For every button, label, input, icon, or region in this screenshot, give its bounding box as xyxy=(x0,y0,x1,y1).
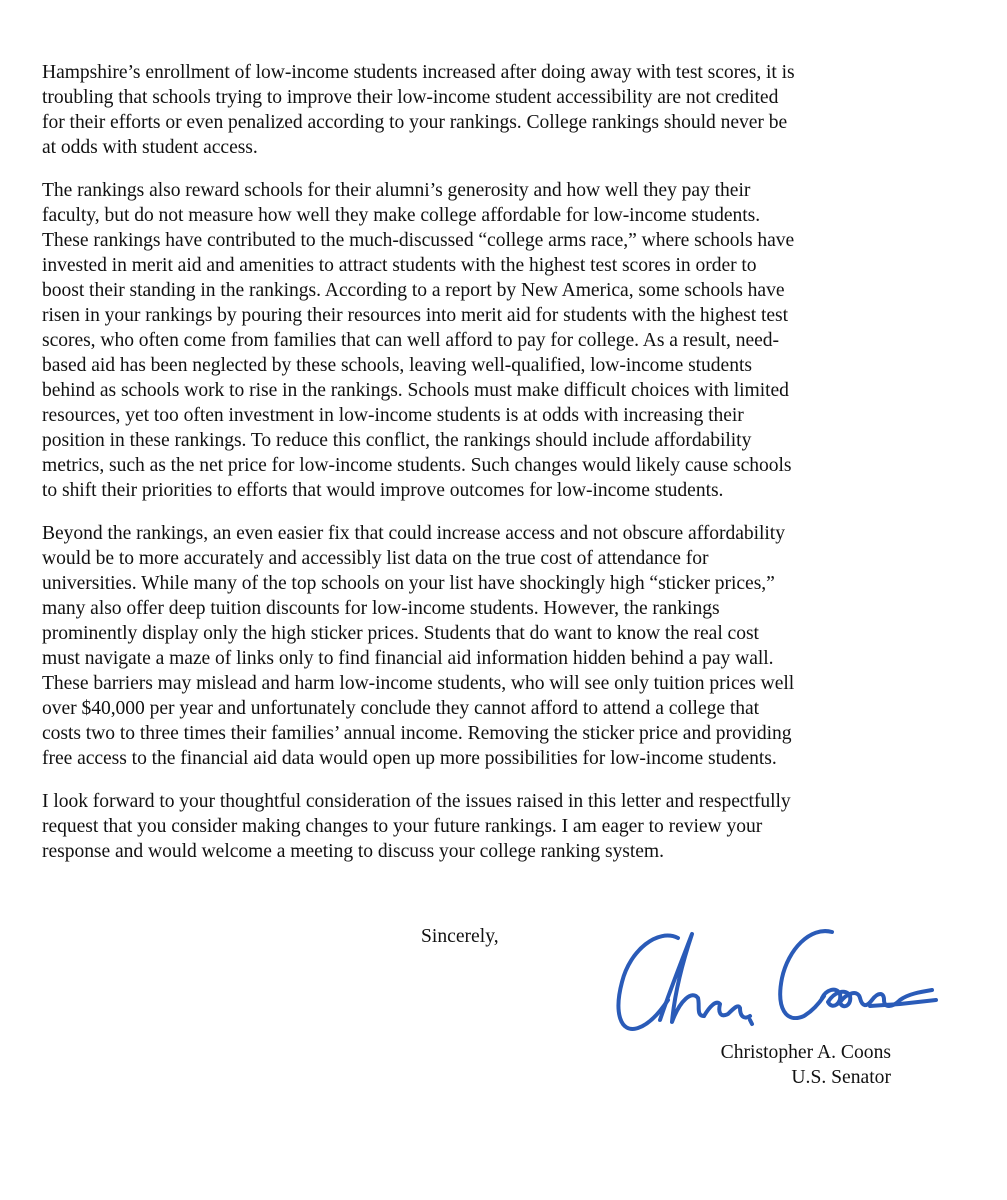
paragraph-4: I look forward to your thoughtful consideration of the issues raised in this letter and respectfully request that you consider making changes to your future rankings. I am eager to review your response and would welcome a meeting to discuss your college ranking system. xyxy=(42,791,791,862)
handwritten-signature xyxy=(600,920,945,1050)
signer-title: U.S. Senator xyxy=(791,1067,891,1088)
closing-salutation: Sincerely, xyxy=(421,926,499,947)
signer-block xyxy=(721,1040,891,1090)
paragraph-1: Hampshire’s enrollment of low-income students increased after doing away with test scores, it is troubling that schools trying to improve their low-income student accessibility are not credited for their efforts or even penalized according to your rankings. College rankings should never be at odds with student access. xyxy=(42,62,795,158)
paragraph-2: The rankings also reward schools for their alumni’s generosity and how well they pay their faculty, but do not measure how well they make college affordable for low-income students. These rankings have contributed to the much-discussed “college arms race,” where schools have invested in merit aid and amenities to attract students with the highest test scores in order to boost their standing in the rankings. According to a report by New America, some schools have risen in your rankings by pouring their resources into merit aid for students with the highest test scores, who often come from families that can well afford to pay for college. As a result, need- based aid has been neglected by these schools, leaving well-qualified, low-income students behind as schools work to rise in the rankings. Schools must make difficult choices with limited resources, yet too often investment in low-income students is at odds with increasing their position in these rankings. To reduce this conflict, the rankings should include affordability metrics, such as the net price for low-income students. Such changes would likely cause schools to shift their priorities to efforts that would improve outcomes for low-income students. xyxy=(42,180,795,501)
signer-name: Christopher A. Coons xyxy=(720,1042,891,1063)
paragraph-3: Beyond the rankings, an even easier fix that could increase access and not obscure affordability would be to more accurately and accessibly list data on the true cost of attendance for universities. While many of the top schools on your list have shockingly high “sticker prices,” many also offer deep tuition discounts for low-income students. However, the rankings prominently display only the high sticker prices. Students that do want to know the real cost must navigate a maze of links only to find financial aid information hidden behind a pay wall. These barriers may mislead and harm low-income students, who will see only tuition prices well over $40,000 per year and unfortunately conclude they cannot afford to attend a college that costs two to three times their families’ annual income. Removing the sticker price and providing free access to the financial aid data would open up more possibilities for low-income students. xyxy=(42,523,795,769)
letter-body xyxy=(42,60,922,882)
